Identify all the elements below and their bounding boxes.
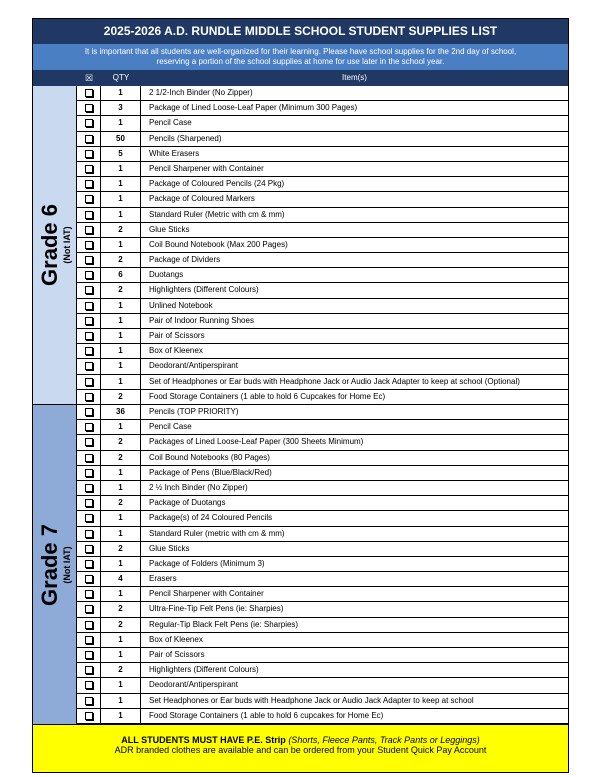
checkbox-icon bbox=[85, 180, 93, 188]
item-cell: Glue Sticks bbox=[149, 543, 190, 553]
checkbox[interactable] bbox=[77, 648, 101, 662]
qty-cell: 2 bbox=[101, 390, 141, 404]
checkbox[interactable] bbox=[77, 344, 101, 358]
page-title: 2025-2026 A.D. RUNDLE MIDDLE SCHOOL STUDENT SUPPLIES LIST bbox=[33, 19, 568, 44]
qty-cell: 4 bbox=[101, 572, 141, 586]
table-row bbox=[77, 511, 568, 526]
qty-cell: 1 bbox=[101, 192, 141, 206]
checkbox[interactable] bbox=[77, 208, 101, 222]
table-row bbox=[77, 177, 568, 192]
checkbox-icon bbox=[85, 302, 93, 310]
checkbox-icon bbox=[85, 590, 93, 598]
checkbox-icon bbox=[85, 621, 93, 629]
table-row bbox=[77, 253, 568, 268]
qty-cell: 2 bbox=[101, 435, 141, 449]
qty-cell: 1 bbox=[101, 329, 141, 343]
checkbox[interactable] bbox=[77, 451, 101, 465]
adr-clothes-line: ADR branded clothes are available and can be ordered from your Student Quick Pay Account bbox=[114, 745, 487, 755]
checkbox-icon bbox=[85, 286, 93, 294]
table-row bbox=[77, 132, 568, 147]
item-cell: Duotangs bbox=[149, 270, 184, 280]
checkbox-header-icon: ☒ bbox=[84, 73, 94, 83]
checkbox[interactable] bbox=[77, 162, 101, 176]
item-cell: Food Storage Containers (1 able to hold 6 Cupcakes for Home Ec) bbox=[149, 391, 386, 401]
qty-cell: 1 bbox=[101, 466, 141, 480]
item-cell: Set Headphones or Ear buds with Headphone Jack or Audio Jack Adapter to keep at school bbox=[149, 695, 474, 705]
table-row bbox=[77, 268, 568, 283]
intro-line-1: It is important that all students are well-organized for their learning. Please have school supplies for the 2nd day of school, bbox=[84, 47, 517, 56]
checkbox-icon bbox=[85, 241, 93, 249]
table-row bbox=[77, 223, 568, 238]
qty-cell: 2 bbox=[101, 223, 141, 237]
item-cell: Pencil Case bbox=[149, 422, 192, 432]
qty-cell: 2 bbox=[101, 602, 141, 616]
qty-cell: 1 bbox=[101, 177, 141, 191]
table-row bbox=[77, 375, 568, 390]
checkbox[interactable] bbox=[77, 511, 101, 525]
table-row bbox=[77, 572, 568, 587]
item-cell: Unlined Notebook bbox=[149, 300, 213, 310]
checkbox[interactable] bbox=[77, 496, 101, 510]
qty-cell: 2 bbox=[101, 253, 141, 267]
item-cell: Package of Coloured Markers bbox=[149, 194, 255, 204]
item-cell: Highlighters (Different Colours) bbox=[149, 285, 259, 295]
grade-6-name: Grade 6 bbox=[36, 204, 62, 286]
checkbox-icon bbox=[85, 499, 93, 507]
pe-strip-bold: ALL STUDENTS MUST HAVE P.E. Strip bbox=[121, 735, 286, 745]
checkbox-icon bbox=[85, 195, 93, 203]
checkbox[interactable] bbox=[77, 618, 101, 632]
checkbox[interactable] bbox=[77, 268, 101, 282]
table-row bbox=[77, 466, 568, 481]
checkbox[interactable] bbox=[77, 116, 101, 130]
qty-cell: 1 bbox=[101, 420, 141, 434]
checkbox-icon bbox=[85, 454, 93, 462]
checkbox-icon bbox=[85, 636, 93, 644]
table-row bbox=[77, 663, 568, 678]
table-row bbox=[77, 359, 568, 374]
item-cell: Pair of Indoor Running Shoes bbox=[149, 315, 254, 325]
checkbox[interactable] bbox=[77, 633, 101, 647]
qty-cell: 1 bbox=[101, 299, 141, 313]
checkbox[interactable] bbox=[77, 359, 101, 373]
qty-cell: 1 bbox=[101, 86, 141, 100]
table-row bbox=[77, 451, 568, 466]
qty-cell: 1 bbox=[101, 511, 141, 525]
checkbox[interactable] bbox=[77, 314, 101, 328]
checkbox[interactable] bbox=[77, 283, 101, 297]
table-row bbox=[77, 678, 568, 693]
checkbox[interactable] bbox=[77, 466, 101, 480]
checkbox[interactable] bbox=[77, 572, 101, 586]
checkbox-icon bbox=[85, 256, 93, 264]
checkbox[interactable] bbox=[77, 223, 101, 237]
item-cell: White Erasers bbox=[149, 148, 200, 158]
table-row bbox=[77, 405, 568, 420]
qty-cell: 3 bbox=[101, 101, 141, 115]
checkbox-icon bbox=[85, 605, 93, 613]
checkbox-icon bbox=[85, 271, 93, 279]
checkbox-icon bbox=[85, 332, 93, 340]
item-cell: Package of Dividers bbox=[149, 255, 221, 265]
table-row bbox=[77, 162, 568, 177]
supplies-sheet bbox=[32, 18, 569, 773]
qty-cell: 1 bbox=[101, 557, 141, 571]
item-cell: Pair of Scissors bbox=[149, 650, 205, 659]
item-cell: Package(s) of 24 Coloured Pencils bbox=[149, 513, 273, 523]
table-row bbox=[77, 709, 568, 724]
qty-cell: 6 bbox=[101, 268, 141, 282]
pe-strip-line bbox=[33, 735, 568, 745]
table-row bbox=[77, 648, 568, 663]
item-cell: Pencils (TOP PRIORITY) bbox=[149, 407, 239, 416]
qty-cell: 1 bbox=[101, 116, 141, 130]
table-row bbox=[77, 283, 568, 298]
table-row bbox=[77, 329, 568, 344]
item-cell: Ultra-Fine-Tip Felt Pens (ie: Sharpies) bbox=[149, 604, 284, 614]
item-cell: Deodorant/Antiperspirant bbox=[149, 361, 238, 371]
checkbox-icon bbox=[85, 514, 93, 522]
grade-7-label bbox=[38, 524, 72, 606]
qty-cell: 1 bbox=[101, 162, 141, 176]
item-cell: Pencils (Sharpened) bbox=[149, 133, 222, 143]
grade-6-sub: (Not IAT) bbox=[61, 226, 72, 264]
table-row bbox=[77, 618, 568, 633]
qty-cell: 1 bbox=[101, 694, 141, 708]
checkbox-icon bbox=[85, 89, 93, 97]
qty-cell: 2 bbox=[101, 618, 141, 632]
checkbox[interactable] bbox=[77, 527, 101, 541]
checkbox-icon bbox=[85, 651, 93, 659]
qty-header: QTY bbox=[112, 73, 130, 82]
table-row bbox=[77, 435, 568, 450]
qty-cell: 5 bbox=[101, 147, 141, 161]
grade-7-sub: (Not IAT) bbox=[61, 545, 72, 584]
table-row bbox=[77, 314, 568, 329]
qty-cell: 1 bbox=[101, 648, 141, 662]
checkbox[interactable] bbox=[77, 192, 101, 206]
item-cell: 2 ½ Inch Binder (No Zipper) bbox=[149, 482, 248, 492]
checkbox-icon bbox=[85, 150, 93, 158]
checkbox[interactable] bbox=[77, 587, 101, 601]
item-cell: Regular-Tip Black Felt Pens (ie: Sharpies) bbox=[149, 619, 299, 629]
qty-cell: 50 bbox=[101, 132, 141, 146]
pe-strip-notice bbox=[33, 724, 568, 772]
table-row bbox=[77, 192, 568, 207]
checkbox-icon bbox=[85, 408, 93, 416]
pe-strip-italic: (Shorts, Fleece Pants, Track Pants or Leggings) bbox=[288, 735, 480, 745]
item-cell: Highlighters (Different Colours) bbox=[149, 665, 259, 675]
item-cell: Package of Folders (Minimum 3) bbox=[149, 558, 265, 568]
checkbox[interactable] bbox=[77, 542, 101, 556]
table-row bbox=[77, 602, 568, 617]
checkbox-icon bbox=[85, 530, 93, 538]
grade-6-label bbox=[38, 204, 72, 286]
checkbox-icon bbox=[85, 317, 93, 325]
qty-cell: 1 bbox=[101, 709, 141, 723]
table-row bbox=[77, 344, 568, 359]
checkbox[interactable] bbox=[77, 420, 101, 434]
grade-7-name: Grade 7 bbox=[36, 523, 62, 606]
qty-cell: 2 bbox=[101, 496, 141, 510]
checkbox-icon bbox=[85, 211, 93, 219]
checkbox-icon bbox=[85, 666, 93, 674]
table-row bbox=[77, 208, 568, 223]
item-cell: Coil Bound Notebooks (80 Pages) bbox=[149, 452, 270, 462]
table-row bbox=[77, 101, 568, 116]
qty-cell: 1 bbox=[101, 527, 141, 541]
table-row bbox=[77, 481, 568, 496]
table-row bbox=[77, 633, 568, 648]
table-row bbox=[77, 557, 568, 572]
qty-cell: 2 bbox=[101, 542, 141, 556]
table-row bbox=[77, 587, 568, 602]
checkbox-icon bbox=[85, 575, 93, 583]
checkbox-icon bbox=[85, 697, 93, 705]
qty-cell: 2 bbox=[101, 283, 141, 297]
qty-cell: 2 bbox=[101, 451, 141, 465]
checkbox[interactable] bbox=[77, 663, 101, 677]
grade-6-list bbox=[77, 86, 568, 405]
checkbox[interactable] bbox=[77, 132, 101, 146]
grade-7-panel bbox=[33, 405, 77, 724]
qty-cell: 36 bbox=[101, 405, 141, 419]
item-cell: Food Storage Containers (1 able to hold 6 cupcakes for Home Ec) bbox=[149, 710, 384, 720]
qty-cell: 2 bbox=[101, 663, 141, 677]
table-row bbox=[77, 542, 568, 557]
checkbox[interactable] bbox=[77, 678, 101, 692]
checkbox-icon bbox=[85, 560, 93, 568]
grade-6-panel bbox=[33, 86, 77, 405]
checkbox[interactable] bbox=[77, 390, 101, 404]
table-row bbox=[77, 147, 568, 162]
checkbox-icon bbox=[85, 226, 93, 234]
checkbox-icon bbox=[85, 438, 93, 446]
checkbox-icon bbox=[85, 484, 93, 492]
table-row bbox=[77, 390, 568, 405]
checkbox-icon bbox=[85, 393, 93, 401]
item-cell: Deodorant/Antiperspirant bbox=[149, 680, 238, 690]
checkbox[interactable] bbox=[77, 481, 101, 495]
item-cell: Package of Duotangs bbox=[149, 498, 226, 508]
checkbox[interactable] bbox=[77, 602, 101, 616]
grade-7-list bbox=[77, 405, 568, 724]
table-header bbox=[33, 70, 568, 86]
checkbox[interactable] bbox=[77, 709, 101, 723]
checkbox-icon bbox=[85, 378, 93, 386]
table-row bbox=[77, 496, 568, 511]
item-cell: Packages of Lined Loose-Leaf Paper (300 Sheets Minimum) bbox=[149, 437, 364, 447]
checkbox[interactable] bbox=[77, 405, 101, 419]
item-cell: Package of Lined Loose-Leaf Paper (Minimum 300 Pages) bbox=[149, 103, 358, 113]
intro-line-2: reserving a portion of the school supplies at home for use later in the school year. bbox=[156, 57, 445, 66]
table-row bbox=[77, 420, 568, 435]
checkbox[interactable] bbox=[77, 694, 101, 708]
item-cell: Standard Ruler (Metric with cm & mm) bbox=[149, 209, 285, 219]
item-cell: 2 1/2-Inch Binder (No Zipper) bbox=[149, 88, 253, 97]
checkbox[interactable] bbox=[77, 238, 101, 252]
item-cell: Erasers bbox=[149, 574, 177, 584]
intro-text bbox=[33, 44, 568, 70]
qty-cell: 1 bbox=[101, 587, 141, 601]
item-cell: Pencil Sharpener with Container bbox=[149, 589, 264, 599]
qty-cell: 1 bbox=[101, 481, 141, 495]
table-row bbox=[77, 299, 568, 314]
checkbox-icon bbox=[85, 681, 93, 689]
qty-cell: 1 bbox=[101, 314, 141, 328]
checkbox[interactable] bbox=[77, 557, 101, 571]
checkbox-icon bbox=[85, 135, 93, 143]
qty-cell: 1 bbox=[101, 375, 141, 389]
item-cell: Pencil Sharpener with Container bbox=[149, 163, 264, 173]
item-cell: Pencil Case bbox=[149, 118, 192, 128]
checkbox-icon bbox=[85, 165, 93, 173]
item-cell: Box of Kleenex bbox=[149, 346, 203, 356]
checkbox[interactable] bbox=[77, 253, 101, 267]
item-cell: Standard Ruler (metric with cm & mm) bbox=[149, 528, 285, 538]
item-cell: Box of Kleenex bbox=[149, 634, 203, 644]
checkbox[interactable] bbox=[77, 177, 101, 191]
qty-cell: 1 bbox=[101, 678, 141, 692]
checkbox-icon bbox=[85, 712, 93, 720]
item-cell: Pair of Scissors bbox=[149, 331, 205, 340]
item-cell: Package of Pens (Blue/Black/Red) bbox=[149, 467, 272, 477]
qty-cell: 1 bbox=[101, 359, 141, 373]
checkbox-icon bbox=[85, 347, 93, 355]
qty-cell: 1 bbox=[101, 344, 141, 358]
checkbox[interactable] bbox=[77, 86, 101, 100]
table-row bbox=[77, 238, 568, 253]
qty-cell: 1 bbox=[101, 208, 141, 222]
checkbox[interactable] bbox=[77, 435, 101, 449]
item-cell: Glue Sticks bbox=[149, 224, 190, 234]
item-cell: Package of Coloured Pencils (24 Pkg) bbox=[149, 179, 285, 189]
checkbox[interactable] bbox=[77, 147, 101, 161]
item-cell: Set of Headphones or Ear buds with Headphone Jack or Audio Jack Adapter to keep at school (Optional) bbox=[149, 376, 520, 386]
table-row bbox=[77, 694, 568, 709]
table-row bbox=[77, 527, 568, 542]
checkbox-icon bbox=[85, 545, 93, 553]
checkbox-icon bbox=[85, 469, 93, 477]
qty-cell: 1 bbox=[101, 238, 141, 252]
checkbox-icon bbox=[85, 104, 93, 112]
checkbox-icon bbox=[85, 423, 93, 431]
checkbox-icon bbox=[85, 362, 93, 370]
checkbox[interactable] bbox=[77, 375, 101, 389]
checkbox[interactable] bbox=[77, 101, 101, 115]
checkbox-icon bbox=[85, 119, 93, 127]
table-row bbox=[77, 116, 568, 131]
items-header: Item(s) bbox=[342, 73, 367, 82]
qty-cell: 1 bbox=[101, 633, 141, 647]
checkbox[interactable] bbox=[77, 299, 101, 313]
item-cell: Coil Bound Notebook (Max 200 Pages) bbox=[149, 239, 288, 249]
checkbox[interactable] bbox=[77, 329, 101, 343]
table-row bbox=[77, 86, 568, 101]
